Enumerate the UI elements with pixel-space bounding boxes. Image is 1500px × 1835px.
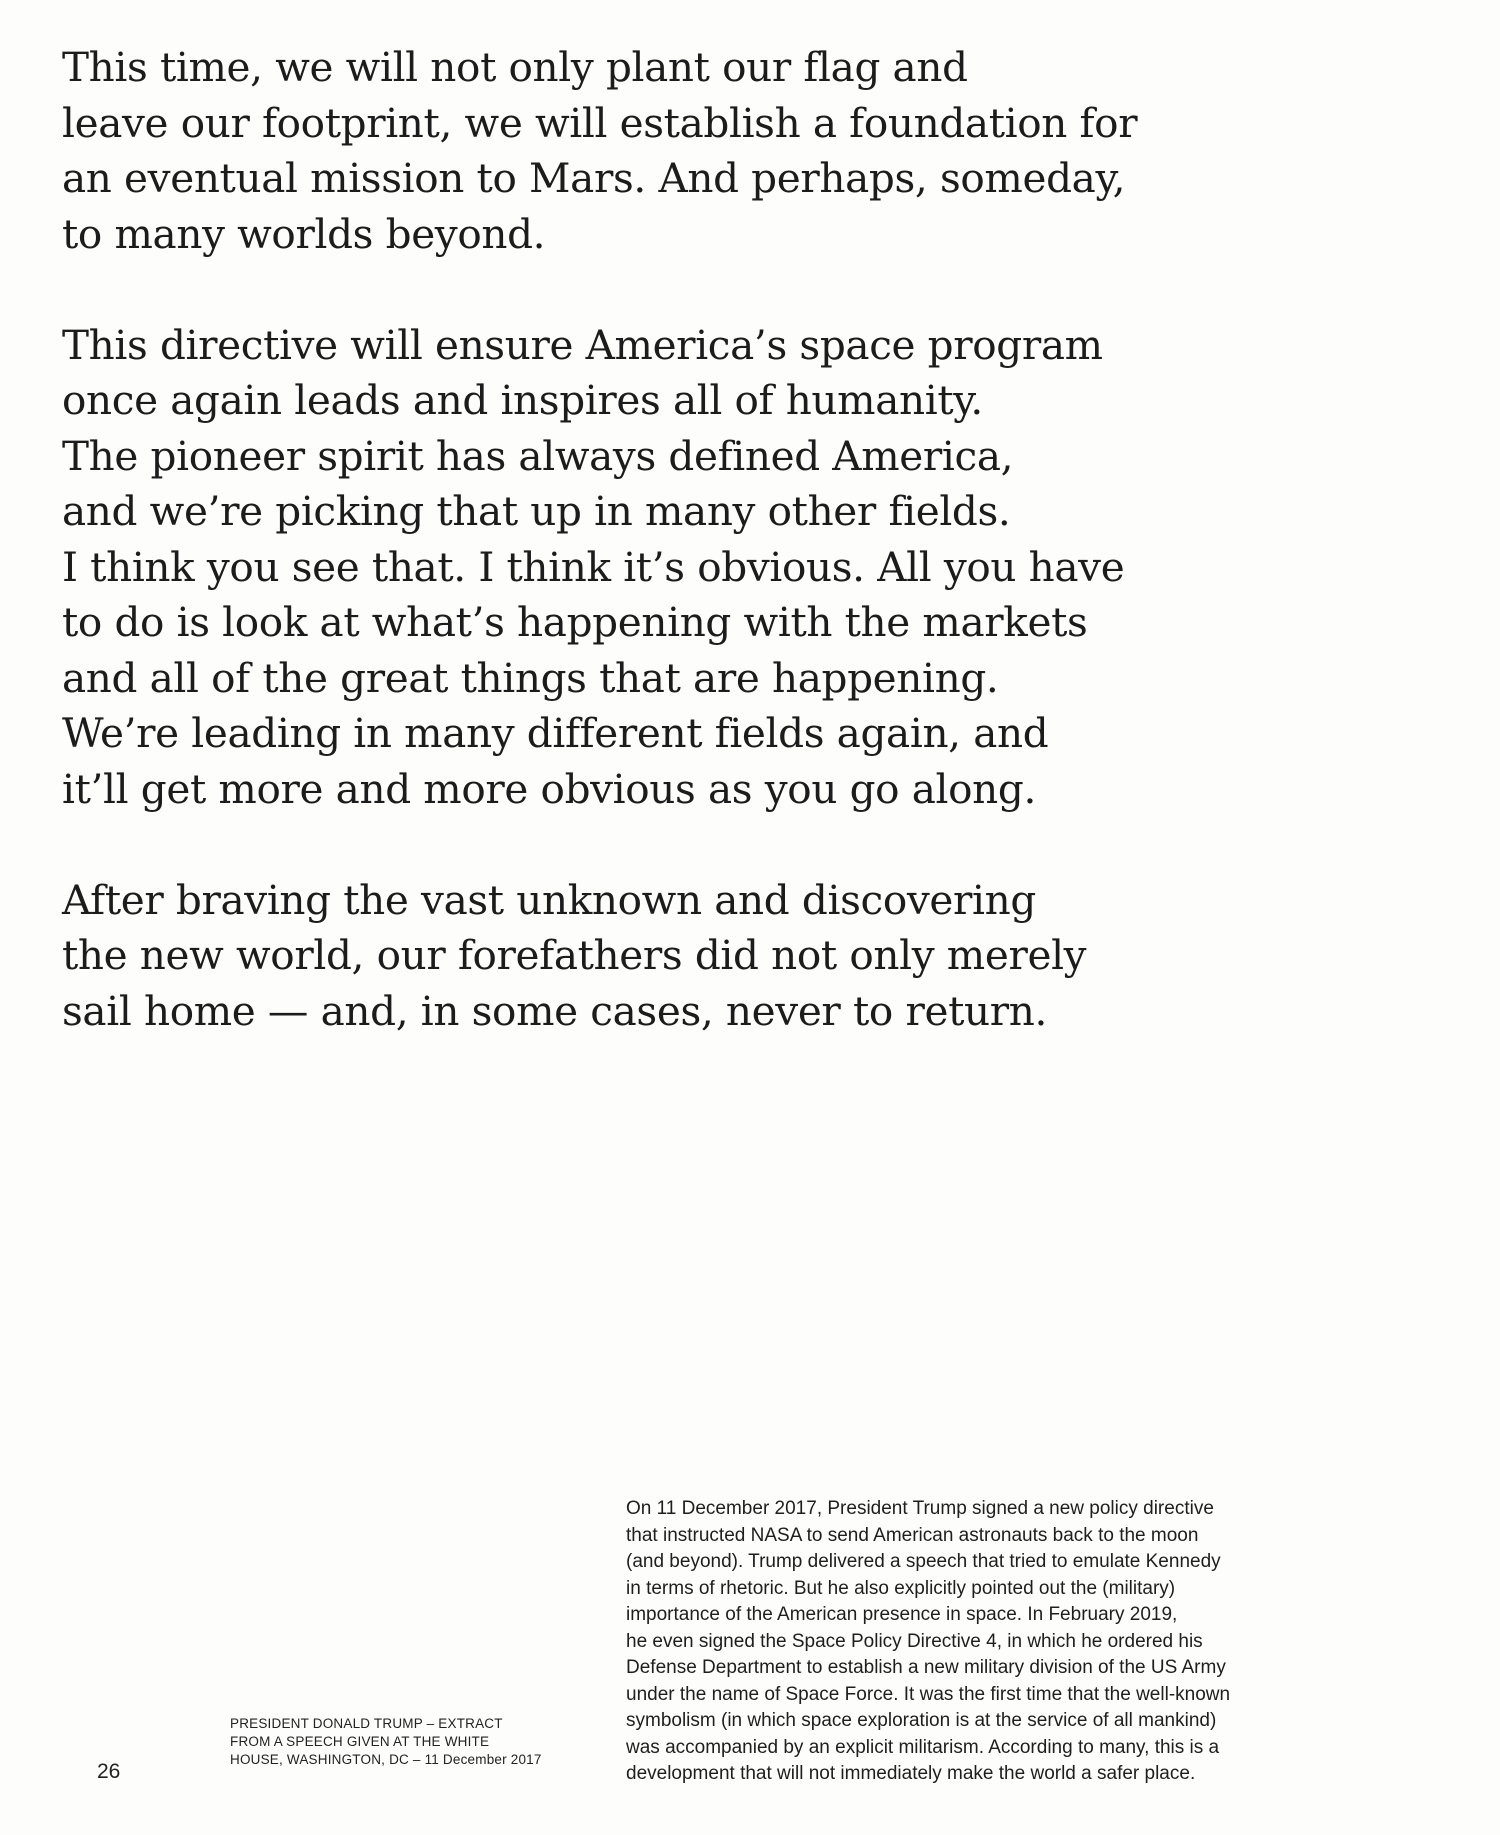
- commentary-line: (and beyond). Trump delivered a speech that tried to emulate Kennedy: [626, 1551, 1221, 1572]
- quote-line: This time, we will not only plant our flag and: [62, 43, 968, 91]
- commentary-line: symbolism (in which space exploration is at the service of all mankind): [626, 1710, 1217, 1731]
- commentary-text: [626, 1496, 1366, 1788]
- quote-line: it’ll get more and more obvious as you go along.: [62, 764, 1036, 813]
- commentary-line: was accompanied by an explicit militarism. According to many, this is a: [626, 1736, 1220, 1758]
- quote-line: sail home — and, in some cases, never to return.: [62, 986, 1048, 1035]
- caption-line: HOUSE, WASHINGTON, DC – 11 December 2017: [230, 1752, 542, 1767]
- commentary-line: Defense Department to establish a new military division of the US Army: [626, 1657, 1226, 1678]
- commentary-line: On 11 December 2017, President Trump signed a new policy directive: [626, 1498, 1214, 1519]
- commentary-line: in terms of rhetoric. But he also explicitly pointed out the (military): [626, 1577, 1176, 1599]
- quote-paragraph-3: [62, 873, 1122, 1040]
- quote-paragraph-1: [62, 40, 1138, 262]
- page-number: 26: [97, 1760, 121, 1783]
- quote-line: and all of the great things that are happening.: [62, 653, 999, 702]
- commentary-line: importance of the American presence in space. In February 2019,: [626, 1604, 1178, 1625]
- quote-line: an eventual mission to Mars. And perhaps, someday,: [62, 154, 1126, 202]
- commentary-line: he even signed the Space Policy Directive 4, in which he ordered his: [626, 1630, 1203, 1652]
- commentary-line: under the name of Space Force. It was the first time that the well-known: [626, 1683, 1231, 1705]
- quote-line: leave our footprint, we will establish a foundation for: [62, 98, 1138, 147]
- quote-paragraph-2: [62, 318, 1125, 818]
- quote-line: and we’re picking that up in many other fields.: [62, 487, 1011, 535]
- quote-line: This directive will ensure America’s space program: [62, 320, 1103, 369]
- caption-line: PRESIDENT DONALD TRUMP – EXTRACT: [230, 1716, 503, 1731]
- quote-line: the new world, our forefathers did not only merely: [62, 931, 1087, 979]
- quote-line: The pioneer spirit has always defined America,: [62, 431, 1014, 480]
- quote-line: We’re leading in many different fields again, and: [62, 709, 1049, 757]
- quote-line: After braving the vast unknown and discovering: [62, 875, 1036, 924]
- quote-line: to many worlds beyond.: [62, 209, 546, 258]
- quote-line: once again leads and inspires all of humanity.: [62, 376, 983, 424]
- caption-line: FROM A SPEECH GIVEN AT THE WHITE: [230, 1734, 490, 1749]
- quote-line: to do is look at what’s happening with the markets: [62, 598, 1088, 646]
- commentary-line: development that will not immediately make the world a safer place.: [626, 1763, 1196, 1784]
- quote-line: I think you see that. I think it’s obvious. All you have: [62, 542, 1125, 591]
- quote-attribution-caption: [230, 1715, 590, 1769]
- commentary-line: that instructed NASA to send American astronauts back to the moon: [626, 1524, 1199, 1546]
- speech-quote: [62, 40, 1138, 1039]
